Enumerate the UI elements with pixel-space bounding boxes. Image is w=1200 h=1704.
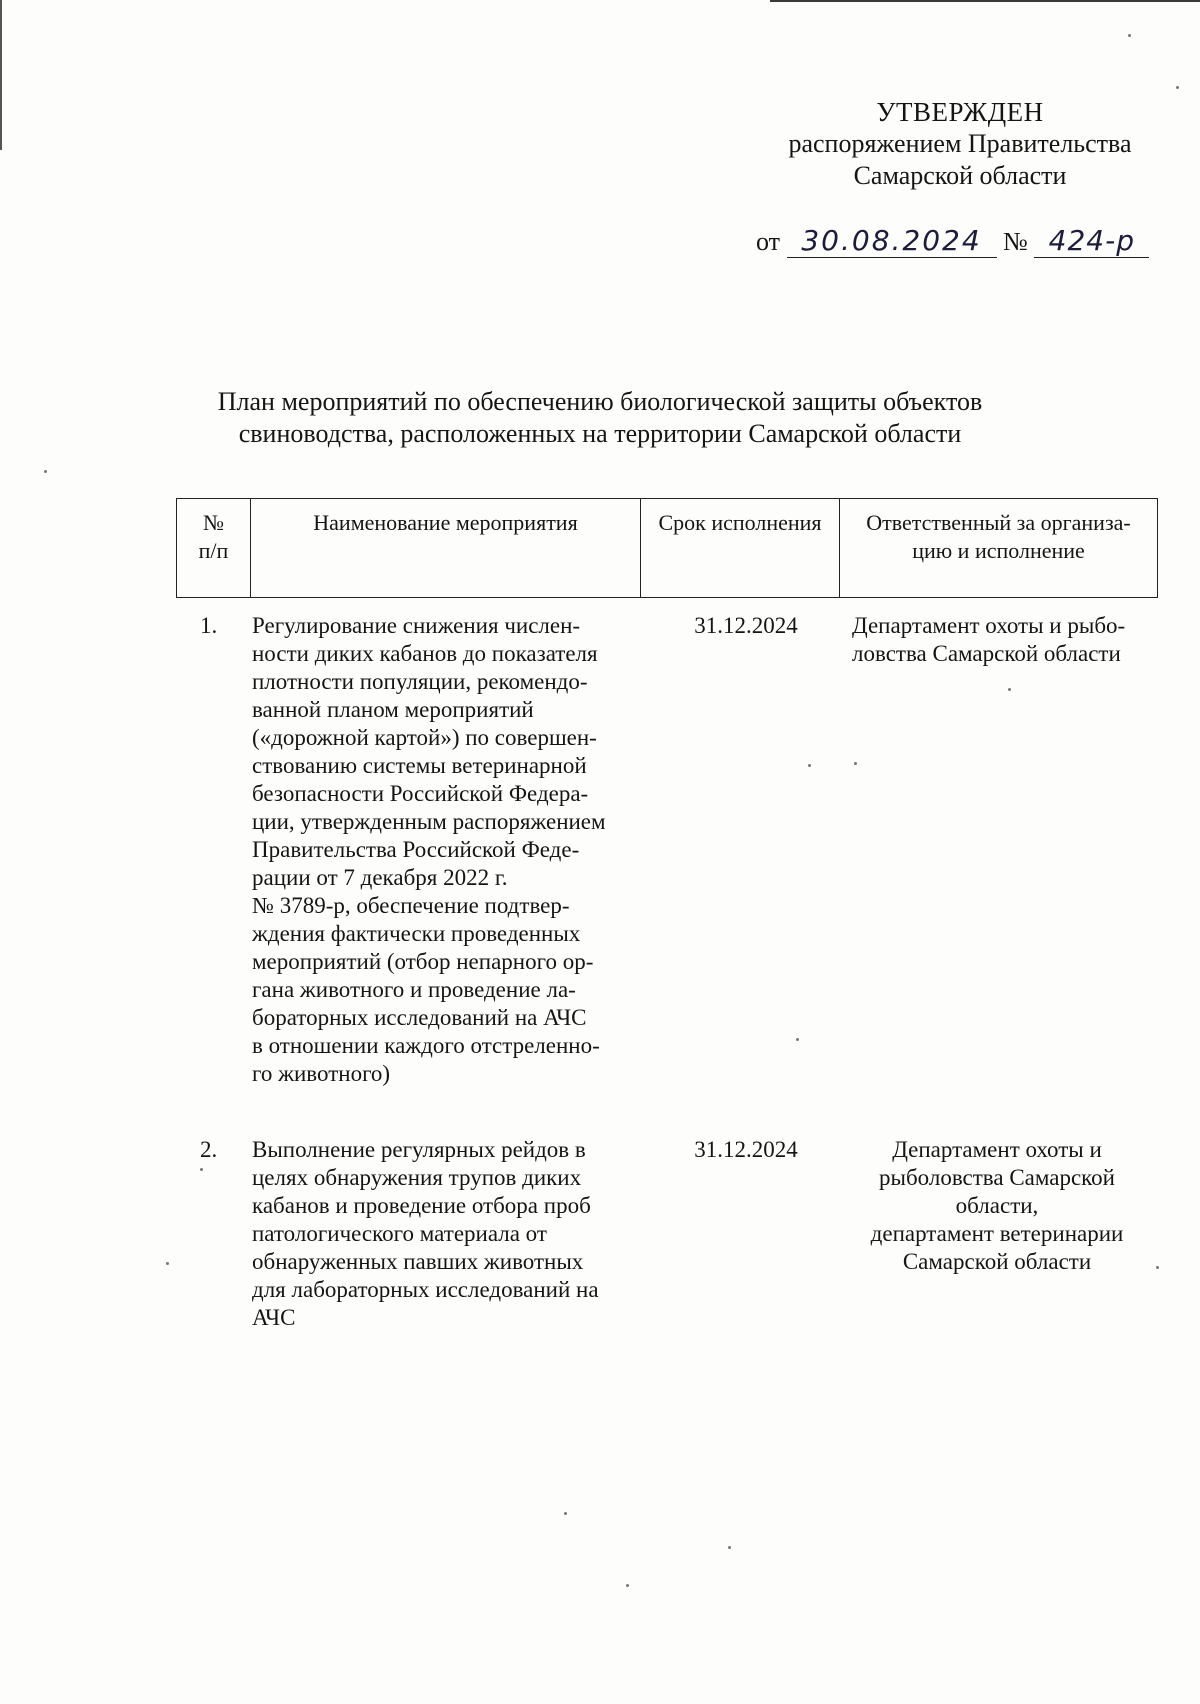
row-number: 2. bbox=[200, 1137, 218, 1162]
approval-block bbox=[740, 96, 1180, 192]
header-text: Ответственный за организа- bbox=[866, 510, 1131, 535]
scan-speck bbox=[1008, 688, 1011, 691]
scan-border-line bbox=[0, 0, 2, 150]
activity-line: Регулирование снижения числен- bbox=[252, 613, 581, 638]
scan-speck bbox=[808, 764, 811, 767]
activity-line: ствованию системы ветеринарной bbox=[252, 753, 587, 778]
row-activity bbox=[252, 1136, 634, 1332]
activity-line: безопасности Российской Федера- bbox=[252, 781, 589, 806]
approval-title: УТВЕРЖДЕН bbox=[876, 97, 1044, 127]
header-text: цию и исполнение bbox=[912, 538, 1085, 563]
scan-speck bbox=[200, 1168, 203, 1171]
approval-line: распоряжением Правительства bbox=[788, 129, 1132, 158]
activity-line: плотности популяции, рекомендо- bbox=[252, 669, 588, 694]
title-line: План мероприятий по обеспечению биологической защиты объектов bbox=[217, 387, 983, 416]
activity-line: Правительства Российской Феде- bbox=[252, 837, 580, 862]
scan-speck bbox=[626, 1584, 629, 1587]
activity-line: № 3789-р, обеспечение подтвер- bbox=[252, 893, 570, 918]
activity-line: целях обнаружения трупов диких bbox=[252, 1165, 582, 1190]
scan-speck bbox=[854, 762, 857, 765]
from-label: от bbox=[756, 227, 781, 256]
activity-line: Выполнение регулярных рейдов в bbox=[252, 1137, 586, 1162]
header-responsible bbox=[839, 499, 1157, 597]
row-responsible bbox=[838, 612, 1156, 668]
title-line: свиноводства, расположенных на территории Самарской области bbox=[238, 419, 962, 448]
document-title bbox=[130, 386, 1070, 450]
responsible-line: Департамент охоты и bbox=[892, 1137, 1102, 1162]
scan-speck bbox=[1176, 86, 1179, 89]
activity-line: ждения фактически проведенных bbox=[252, 921, 581, 946]
handwritten-number: 424-р bbox=[1034, 224, 1149, 258]
responsible-line: области, bbox=[955, 1193, 1039, 1218]
activity-line: для лабораторных исследований на bbox=[252, 1277, 599, 1302]
approval-line: Самарской области bbox=[853, 161, 1067, 190]
responsible-line: Самарской области bbox=[902, 1249, 1092, 1274]
responsible-line: ловства Самарской области bbox=[852, 641, 1121, 666]
handwritten-date: 30.08.2024 bbox=[787, 224, 997, 258]
scan-border-line bbox=[770, 0, 1200, 2]
header-text: № bbox=[203, 510, 224, 535]
row-responsible bbox=[838, 1136, 1156, 1276]
approval-date-number bbox=[756, 224, 1149, 258]
row-activity bbox=[252, 612, 634, 1088]
row-deadline: 31.12.2024 bbox=[694, 1137, 798, 1162]
activity-line: АЧС bbox=[252, 1305, 296, 1330]
header-deadline: Срок исполнения bbox=[640, 499, 839, 597]
row-deadline: 31.12.2024 bbox=[694, 613, 798, 638]
activity-line: в отношении каждого отстреленно- bbox=[252, 1033, 600, 1058]
row-number: 1. bbox=[200, 613, 218, 638]
scan-speck bbox=[1156, 1266, 1159, 1269]
responsible-line: департамент ветеринарии bbox=[870, 1221, 1124, 1246]
scan-speck bbox=[166, 1262, 169, 1265]
scan-speck bbox=[728, 1546, 731, 1549]
header-name: Наименование мероприятия bbox=[250, 499, 640, 597]
activity-line: ванной планом мероприятий bbox=[252, 697, 534, 722]
responsible-line: рыболовства Самарской bbox=[878, 1165, 1115, 1190]
activity-line: гана животного и проведение ла- bbox=[252, 977, 576, 1002]
activity-line: го животного) bbox=[252, 1061, 391, 1086]
table-header bbox=[176, 498, 1158, 598]
activity-line: мероприятий (отбор непарного ор- bbox=[252, 949, 594, 974]
activity-line: («дорожной картой») по совершен- bbox=[252, 725, 597, 750]
number-label: № bbox=[1003, 227, 1028, 256]
scan-speck bbox=[796, 1038, 799, 1041]
activity-line: бораторных исследований на АЧС bbox=[252, 1005, 587, 1030]
responsible-line: Департамент охоты и рыбо- bbox=[852, 613, 1126, 638]
scan-speck bbox=[1128, 34, 1131, 37]
activity-line: патологического материала от bbox=[252, 1221, 547, 1246]
activity-line: ции, утвержденным распоряжением bbox=[252, 809, 606, 834]
header-number bbox=[177, 499, 250, 597]
activity-line: кабанов и проведение отбора проб bbox=[252, 1193, 591, 1218]
activity-line: обнаруженных павших животных bbox=[252, 1249, 584, 1274]
header-text: п/п bbox=[198, 538, 229, 563]
scan-speck bbox=[564, 1512, 567, 1515]
activity-line: ности диких кабанов до показателя bbox=[252, 641, 598, 666]
activity-line: рации от 7 декабря 2022 г. bbox=[252, 865, 508, 890]
scan-speck bbox=[44, 470, 47, 473]
